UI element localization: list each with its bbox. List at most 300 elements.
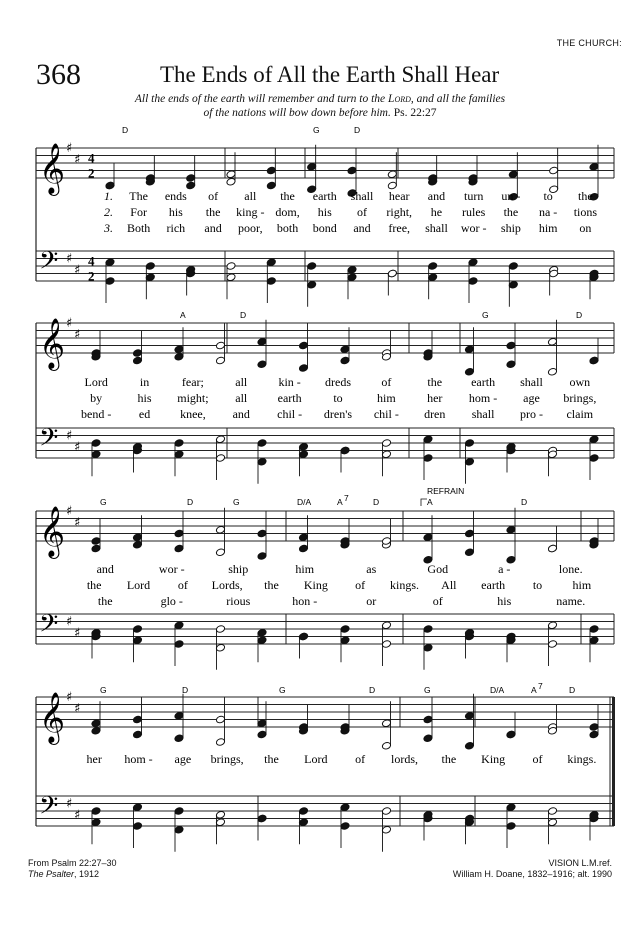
chord-symbol: A [180,310,186,320]
note-head [347,273,357,282]
bass-clef-icon: 𝄢 [39,791,59,827]
lyric-syllable: the [441,752,457,766]
note-head [547,621,557,630]
note-head [547,818,557,827]
lyric-syllable: the [264,578,279,592]
lyric-syllable: Lord [84,375,108,389]
system-2 [36,310,614,484]
chord-symbol: G [279,685,286,695]
sharp-icon: ♯ [74,152,81,168]
lyric-syllable: pro - [519,407,543,421]
lyric-syllable: him [377,391,396,405]
bass-clef-icon: 𝄢 [39,609,59,645]
lyric-syllable: of [355,578,366,592]
lyric-syllable: in [139,375,150,389]
note-head [215,341,225,350]
note-head [132,625,142,634]
chord-symbol: D/A [490,685,505,695]
lyric-syllable: the [264,752,279,766]
system-4 [36,681,615,852]
lyric-syllable: earth [481,578,506,592]
note-head [145,262,155,271]
lyric-syllable: ship [500,221,521,235]
sharp-icon: ♯ [74,262,81,278]
lyric-syllable: wor - [158,562,185,576]
lyric-syllable: the [97,594,113,608]
note-head [266,258,276,267]
lyric-syllable: ship [228,562,249,576]
note-head [174,807,184,816]
lyric-syllable: the [205,205,221,219]
sharp-icon: ♯ [74,625,81,641]
note-head [423,715,433,724]
lyric-syllable: age [174,752,192,766]
lyric-syllable: claim [566,407,594,421]
note-head [468,277,478,286]
note-head [174,711,184,720]
lyric-syllable: bond [312,221,337,235]
note-head [423,533,433,542]
sharp-icon: ♯ [66,251,73,267]
note-head [464,457,474,466]
note-head [257,337,267,346]
note-head [381,719,391,728]
lyric-syllable: rious [226,594,251,608]
lyric-syllable: Lord [126,578,151,592]
note-head [257,439,267,448]
system-3 [36,486,614,670]
lyric-syllable: Both [126,221,151,235]
note-head [340,356,350,365]
lyric-syllable: his [317,205,332,219]
lyric-syllable: age [523,391,540,405]
note-head [589,636,599,645]
chord-symbol: 7 [538,681,543,691]
note-head [174,640,184,649]
lyric-syllable: and [232,407,250,421]
lyric-syllable: rules [462,205,486,219]
lyric-syllable: by [90,391,103,405]
verse-number: 1. [104,189,113,203]
lyric-syllable: knee, [180,407,206,421]
note-head [215,548,225,557]
chord-symbol: G [233,497,240,507]
lyric-syllable: the [280,189,295,203]
sharp-icon: ♯ [66,316,73,331]
lyric-syllable: King [481,752,506,766]
note-head [508,170,518,179]
note-head [215,435,225,444]
lyric-syllable: of [381,375,392,389]
note-head [381,450,391,459]
chord-symbol: A [427,497,433,507]
lyric-syllable: rich [166,221,186,235]
lyric-syllable: Lord [304,752,328,766]
chord-symbol: D [576,310,583,320]
lyric-syllable: to [543,189,553,203]
note-head [257,552,267,561]
lyric-syllable: ends [164,189,187,203]
note-head [105,277,115,286]
note-head [174,734,184,743]
lyric-syllable: kings. [567,752,597,766]
note-head [215,715,225,724]
lyric-syllable: tions [573,205,598,219]
note-head [186,181,196,190]
chord-symbol: A [337,497,343,507]
epigraph-line-1: All the ends of the earth will remember and turn to the Lord, and all the families [134,93,506,105]
treble-clef-icon: 𝄞 [39,318,66,369]
note-head [506,822,516,831]
note-head [174,450,184,459]
lyric-syllable: wor - [460,221,487,235]
hymn-number: 368 [36,58,81,91]
lyric-syllable: to [333,391,343,405]
note-head [381,640,391,649]
lyric-syllable: of [177,578,188,592]
note-head [298,533,308,542]
lyric-syllable: dom, [275,205,300,219]
lyric-syllable: lords, [391,752,418,766]
note-head [298,364,308,373]
note-head [132,349,142,358]
note-head [91,537,101,546]
chord-symbol: G [424,685,431,695]
lyric-syllable: earth [312,189,337,203]
note-head [91,807,101,816]
note-head [468,258,478,267]
lyric-syllable: as [366,562,377,576]
lyric-syllable: her [86,752,102,766]
lyric-syllable: un - [501,189,521,203]
refrain-label: REFRAIN [427,486,465,496]
note-head [298,632,308,641]
note-head [381,439,391,448]
lyric-syllable: For [130,205,147,219]
chord-symbol: D [521,497,528,507]
note-head [266,277,276,286]
note-head [132,730,142,739]
time-signature: 2 [88,268,95,284]
chord-symbol: D [569,685,576,695]
note-head [257,457,267,466]
lyric-syllable: earth [277,391,302,405]
note-head [589,162,599,171]
chord-symbol: D [354,125,361,135]
note-head [506,525,516,534]
note-head [174,621,184,630]
note-head [105,258,115,267]
lyric-syllable: or [366,594,377,608]
text-source: From Psalm 22:27–30 The Psalter, 1912 [28,858,117,879]
sharp-icon: ♯ [66,428,73,444]
note-head [340,446,350,455]
lyric-syllable: King [303,578,328,592]
note-head [257,730,267,739]
note-head [226,170,236,179]
note-head [423,643,433,652]
note-head [589,730,599,739]
sharp-icon: ♯ [74,807,81,823]
note-head [215,454,225,463]
lyric-syllable: bend - [81,407,112,421]
note-head [215,525,225,534]
note-head [340,822,350,831]
note-head [506,803,516,812]
lyric-syllable: the [86,578,102,592]
lyric-syllable: him [538,221,558,235]
chord-symbol: G [100,497,107,507]
note-head [387,269,397,278]
lyric-syllable: Lords, [211,578,243,592]
lyric-syllable: all [235,375,248,389]
lyric-syllable: shall [471,407,495,421]
note-head [589,723,599,732]
chord-symbol: D [182,685,189,695]
note-head [174,352,184,361]
lyric-syllable: chil - [373,407,399,421]
sharp-icon: ♯ [66,796,73,812]
note-head [132,715,142,724]
chord-symbol: D [373,497,380,507]
note-head [340,803,350,812]
treble-clef-icon: 𝄞 [39,143,66,194]
note-head [298,341,308,350]
lyric-syllable: glo - [160,594,183,608]
time-signature: 2 [88,165,95,181]
lyric-syllable: his [497,594,512,608]
lyric-syllable: might; [177,391,209,405]
note-head [547,807,557,816]
note-head [381,807,391,816]
note-head [174,825,184,834]
lyric-syllable: The [129,189,148,203]
sharp-icon: ♯ [74,327,81,343]
note-head [174,544,184,553]
treble-clef-icon: 𝄞 [39,692,66,743]
lyric-syllable: dreds [325,375,351,389]
chord-symbol: G [100,685,107,695]
note-head [547,337,557,346]
verse-number: 3. [104,221,113,235]
sharp-icon: ♯ [74,439,81,455]
note-head [381,825,391,834]
epigraph-line-2: of the nations will bow down before him. Ps. 22:27 [203,107,437,119]
note-head [266,181,276,190]
note-head [589,625,599,634]
note-head [589,454,599,463]
note-head [508,280,518,289]
lyric-syllable: free, [388,221,411,235]
lyric-syllable: fear; [181,375,204,389]
note-head [174,345,184,354]
lyric-syllable: to [532,578,543,592]
note-head [257,636,267,645]
note-head [381,741,391,750]
chord-symbol: D/A [297,497,312,507]
note-head [547,544,557,553]
note-head [307,280,317,289]
lyric-syllable: hon - [292,594,318,608]
note-head [589,435,599,444]
note-head [464,711,474,720]
note-head [508,262,518,271]
note-head [226,262,236,271]
note-head [347,166,357,175]
note-head [257,529,267,538]
note-head [215,625,225,634]
note-head [307,162,317,171]
note-head [298,442,308,451]
lyric-syllable: hom - [468,391,498,405]
lyric-syllable: king - [236,205,265,219]
verse-number: 2. [104,205,113,219]
chord-symbol: D [240,310,247,320]
treble-clef-icon: 𝄞 [39,506,66,557]
note-head [226,273,236,282]
note-head [215,738,225,747]
note-head [298,818,308,827]
note-head [215,643,225,652]
note-head [132,533,142,542]
note-head [257,360,267,369]
note-head [506,341,516,350]
note-head [549,166,559,175]
bass-clef-icon: 𝄢 [39,423,59,459]
lyric-syllable: turn [464,189,484,203]
tune-info: VISION L.M.ref. William H. Doane, 1832–1916; alt. 1990 [452,858,612,879]
lyric-syllable: him [295,562,315,576]
note-head [423,435,433,444]
lyric-syllable: and [204,221,222,235]
lyric-syllable: name. [556,594,586,608]
final-barline-thick [612,697,615,826]
sharp-icon: ♯ [66,504,73,519]
sharp-icon: ♯ [74,701,81,717]
note-head [547,640,557,649]
note-head [174,439,184,448]
lyric-syllable: earth [471,375,496,389]
lyric-syllable: ed [138,407,151,421]
note-head [547,367,557,376]
lyric-syllable: of [208,189,219,203]
lyric-syllable: on [579,221,592,235]
note-head [387,170,397,179]
lyric-syllable: and [427,189,446,203]
note-head [506,730,516,739]
lyric-syllable: of [532,752,543,766]
note-head [266,166,276,175]
note-head [174,529,184,538]
lyric-syllable: dren [424,407,446,421]
sharp-icon: ♯ [66,690,73,705]
lyric-syllable: of [357,205,367,219]
lyric-syllable: kings. [389,578,420,592]
note-head [257,628,267,637]
bass-clef-icon: 𝄢 [39,246,59,282]
chord-symbol: A [531,685,537,695]
lyric-syllable: shall [520,375,543,389]
note-head [298,450,308,459]
lyric-syllable: poor, [238,221,263,235]
note-head [186,174,196,183]
lyric-syllable: and [353,221,371,235]
note-head [298,807,308,816]
note-head [298,544,308,553]
chord-symbol: G [313,125,320,135]
note-head [340,636,350,645]
note-head [91,818,101,827]
lyric-syllable: his [168,205,183,219]
note-head [423,454,433,463]
chord-symbol: 7 [344,493,349,503]
note-head [381,621,391,630]
lyric-syllable: the [578,189,593,203]
lyric-syllable: of [432,594,443,608]
lyric-syllable: shall [425,221,448,235]
time-signature: 4 [88,150,95,166]
chord-symbol: D [122,125,129,135]
note-head [340,625,350,634]
lyric-syllable: shall [350,189,374,203]
note-head [91,726,101,735]
note-head [464,548,474,557]
scripture-reference: Ps. 22:27 [393,107,437,119]
note-head [464,439,474,448]
note-head [423,625,433,634]
note-head [145,273,155,282]
note-head [347,265,357,274]
note-head [132,540,142,549]
lyric-syllable: both [276,221,299,235]
lyric-syllable: he [430,205,443,219]
lyric-syllable: dren's [323,407,353,421]
lyric-syllable: na - [538,205,558,219]
note-head [215,810,225,819]
lyric-syllable: her [427,391,443,405]
note-head [226,177,236,186]
chord-symbol: G [482,310,489,320]
note-head [464,741,474,750]
note-head [91,544,101,553]
note-head [215,818,225,827]
note-head [428,262,438,271]
lyric-syllable: chil - [277,407,303,421]
note-head [428,273,438,282]
lyric-syllable: a - [498,562,511,576]
lyric-syllable: lone. [558,562,583,576]
lyric-syllable: hear [388,189,410,203]
lyric-syllable: him [572,578,592,592]
lyric-syllable: the [427,375,443,389]
lyric-syllable: his [137,391,152,405]
lyric-syllable: brings, [563,391,597,405]
sharp-icon: ♯ [66,614,73,630]
system-1 [36,125,614,307]
sharp-icon: ♯ [74,515,81,531]
lyric-syllable: right, [386,205,413,219]
note-head [91,439,101,448]
note-head [132,636,142,645]
note-head [91,450,101,459]
note-head [464,345,474,354]
lyric-syllable: of [355,752,366,766]
lyric-syllable: brings, [210,752,244,766]
note-head [423,734,433,743]
chord-symbol: D [187,497,194,507]
note-head [91,719,101,728]
note-head [307,262,317,271]
